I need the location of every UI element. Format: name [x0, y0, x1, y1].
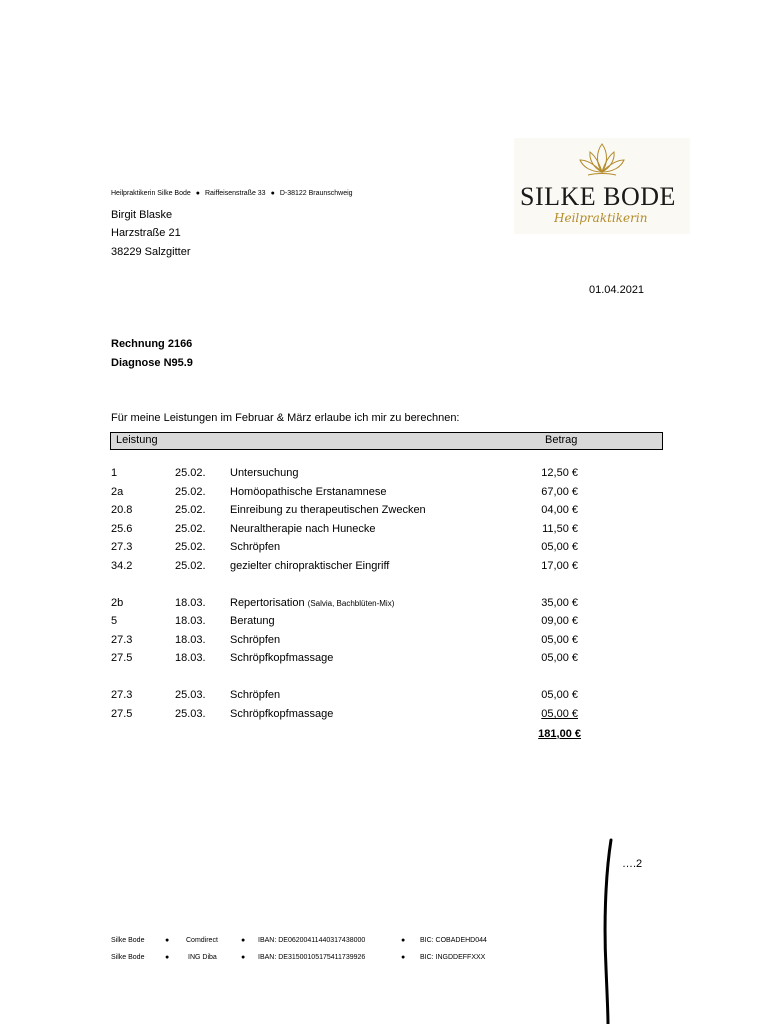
item-date: 25.02.	[175, 467, 206, 479]
item-description: Schröpfen	[230, 634, 281, 646]
item-date: 25.03.	[175, 689, 206, 701]
table-row	[111, 504, 591, 520]
table-row	[111, 634, 591, 650]
table-header	[110, 432, 663, 450]
bank-name: Comdirect	[186, 937, 218, 944]
table-row	[111, 541, 591, 557]
invoice-title: Rechnung 2166	[111, 338, 193, 350]
bank-iban: IBAN: DE06200411440317438000	[258, 937, 366, 944]
item-amount: 11,50 €	[542, 523, 578, 535]
item-date: 25.02.	[175, 560, 206, 572]
item-code: 25.6	[111, 523, 133, 535]
bank-bic: BIC: COBADEHD044	[420, 937, 487, 944]
item-date: 18.03.	[175, 634, 206, 646]
item-code: 1	[111, 467, 118, 479]
table-row	[111, 467, 591, 483]
recipient-name: Birgit Blaske	[111, 209, 173, 221]
item-description: Einreibung zu therapeutischen Zwecken	[230, 504, 426, 516]
item-code: 27.5	[111, 708, 133, 720]
table-row	[111, 486, 591, 502]
header-amount: Betrag	[545, 434, 578, 446]
logo-name: SILKE BODE	[520, 182, 676, 211]
bullet-icon: ●	[241, 937, 246, 944]
bullet-icon: ●	[401, 954, 406, 961]
table-row	[111, 560, 591, 576]
sender-name: Heilpraktikerin Silke Bode	[111, 190, 191, 197]
item-date: 25.02.	[175, 486, 206, 498]
item-code: 2a	[111, 486, 124, 498]
sender-city: D-38122 Braunschweig	[279, 190, 353, 197]
recipient-city: 38229 Salzgitter	[111, 246, 191, 258]
item-date: 18.03.	[175, 652, 206, 664]
sender-line	[111, 190, 353, 197]
bullet-icon: ●	[165, 954, 170, 961]
table-row	[111, 689, 591, 705]
item-description: Homöopathische Erstanamnese	[230, 486, 387, 498]
item-date: 25.03.	[175, 708, 206, 720]
item-amount: 05,00 €	[541, 652, 578, 664]
bank-holder: Silke Bode	[111, 954, 145, 961]
logo-subtitle: Heilpraktikerin	[554, 211, 648, 225]
bullet-icon: ●	[195, 190, 200, 197]
diagnosis: Diagnose N95.9	[111, 357, 193, 369]
item-amount: 05,00 €	[541, 541, 578, 553]
item-code: 27.5	[111, 652, 133, 664]
invoice-total: 181,00 €	[538, 728, 581, 740]
item-date: 25.02.	[175, 523, 206, 535]
item-description: Beratung	[230, 615, 275, 627]
bullet-icon: ●	[165, 937, 170, 944]
item-description: Untersuchung	[230, 467, 299, 479]
item-description: Schröpfkopfmassage	[230, 652, 334, 664]
item-date: 25.02.	[175, 504, 206, 516]
table-row	[111, 615, 591, 631]
bullet-icon: ●	[270, 190, 275, 197]
item-description: Schröpfen	[230, 541, 281, 553]
item-date: 18.03.	[175, 615, 206, 627]
table-row	[111, 652, 591, 668]
item-code: 20.8	[111, 504, 133, 516]
item-date: 25.02.	[175, 541, 206, 553]
bank-name: ING Diba	[188, 954, 217, 961]
item-code: 27.3	[111, 689, 133, 701]
recipient-street: Harzstraße 21	[111, 227, 181, 239]
item-description: Repertorisation (Salvia, Bachblüten-Mix)	[230, 597, 395, 609]
item-amount: 04,00 €	[541, 504, 578, 516]
item-description: Schröpfen	[230, 689, 281, 701]
logo	[514, 138, 690, 234]
bank-iban: IBAN: DE31500105175411739926	[258, 954, 366, 961]
lotus-icon	[576, 140, 628, 178]
item-amount: 05,00 €	[541, 689, 578, 701]
item-code: 5	[111, 615, 118, 627]
item-amount: 12,50 €	[541, 467, 578, 479]
bullet-icon: ●	[401, 937, 406, 944]
item-date: 18.03.	[175, 597, 206, 609]
item-code: 2b	[111, 597, 124, 609]
bank-holder: Silke Bode	[111, 937, 145, 944]
item-amount: 35,00 €	[541, 597, 578, 609]
page-continuation: ….2	[622, 858, 643, 870]
item-code: 27.3	[111, 541, 133, 553]
sender-street: Raiffeisenstraße 33	[205, 190, 266, 197]
table-row	[111, 708, 591, 724]
item-amount: 17,00 €	[541, 560, 578, 572]
item-description: gezielter chiropraktischer Eingriff	[230, 560, 390, 572]
header-service: Leistung	[116, 434, 158, 446]
table-row	[111, 597, 591, 613]
item-description: Schröpfkopfmassage	[230, 708, 334, 720]
pen-stroke	[596, 838, 616, 1024]
item-note: (Salvia, Bachblüten-Mix)	[307, 599, 395, 608]
invoice-date: 01.04.2021	[589, 284, 645, 296]
bank-bic: BIC: INGDDEFFXXX	[420, 954, 486, 961]
item-description: Neuraltherapie nach Hunecke	[230, 523, 376, 535]
item-amount: 67,00 €	[541, 486, 578, 498]
item-amount: 09,00 €	[541, 615, 578, 627]
bullet-icon: ●	[241, 954, 246, 961]
item-amount: 05,00 €	[541, 634, 578, 646]
table-row	[111, 523, 591, 539]
intro-text: Für meine Leistungen im Februar & März erlaube ich mir zu berechnen:	[111, 412, 460, 424]
item-amount: 05,00 €	[541, 708, 578, 720]
item-code: 27.3	[111, 634, 133, 646]
item-code: 34.2	[111, 560, 133, 572]
